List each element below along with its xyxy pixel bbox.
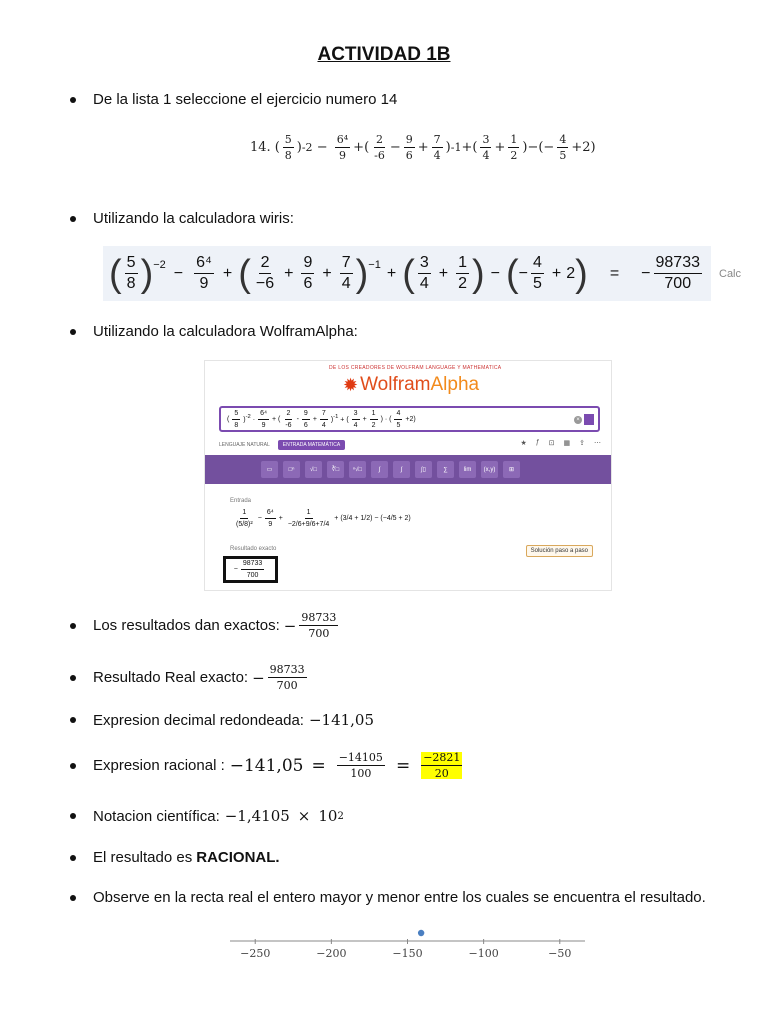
fraction: $\frac{4}{5}$ bbox=[533, 254, 542, 292]
scientific-exponent: 2 bbox=[337, 810, 344, 822]
wolfram-input[interactable]: ( $\frac{5}{8}$ )$^{-2}$ · $\frac{\text{6⁴}}{9}$ + ( $\frac{2}{-6}$ - $\frac{9}{6}$ + $\frac{7}{4}$ )$^{-1}$ + ( $\frac{3}{4}$ + $\frac{1}{2}$ ) · ( $\frac{4}{5}$ +2) × bbox=[219, 406, 600, 432]
tick-label: −100 bbox=[468, 947, 499, 960]
bullet-text: Utilizando la calculadora WolframAlpha: bbox=[93, 323, 358, 340]
page-title: ACTIVIDAD 1B bbox=[317, 44, 451, 65]
clear-icon[interactable]: × bbox=[574, 416, 582, 424]
more-icon[interactable]: ⋯ bbox=[594, 440, 601, 447]
bullet-text: Resultado Real exacto: bbox=[93, 669, 249, 686]
toolbar-button[interactable]: (x,y) bbox=[481, 461, 498, 478]
exact-fraction: $\frac{98733}{700}$ bbox=[301, 611, 337, 640]
bullet-dot bbox=[70, 216, 76, 222]
bullet-decimal bbox=[70, 711, 374, 729]
toolbar-button[interactable]: lim bbox=[459, 461, 476, 478]
bullet-dot bbox=[70, 813, 76, 819]
tick-label: −150 bbox=[392, 947, 423, 960]
toolbar-button[interactable]: ∫ bbox=[371, 461, 388, 478]
bullet-wiris bbox=[70, 210, 294, 227]
wolfram-star-icon: ✹ bbox=[343, 374, 359, 395]
fraction: $\frac{7}{4}$ bbox=[341, 254, 351, 292]
function-icon[interactable]: ƒ bbox=[535, 439, 540, 446]
result-point bbox=[418, 930, 424, 936]
mode-natural-language[interactable]: LENGUAJE NATURAL bbox=[219, 442, 270, 448]
fraction: $\frac{5}{8}$ bbox=[284, 132, 292, 162]
bullet-number-line bbox=[70, 889, 706, 906]
toolbar-button[interactable]: ⊞ bbox=[503, 461, 520, 478]
rational-fraction-1: $\frac{-14105}{100}$ bbox=[338, 751, 383, 780]
fraction: $\frac{3}{4}$ bbox=[419, 254, 429, 292]
scientific-mantissa: −1,4105 bbox=[224, 807, 290, 825]
wolfram-tool-icons bbox=[520, 439, 601, 447]
fraction: $\frac{1}{2}$ bbox=[510, 132, 518, 162]
bullet-text: Los resultados dan exactos: bbox=[93, 617, 280, 634]
fraction: $\frac{3}{4}$ bbox=[482, 132, 490, 162]
toolbar-button[interactable]: √□ bbox=[305, 461, 322, 478]
toolbar-button[interactable]: ∛□ bbox=[327, 461, 344, 478]
exponent: -1 bbox=[450, 140, 462, 154]
bullet-dot bbox=[70, 623, 76, 629]
wolfram-logo[interactable]: ✹ Wolfram Alpha bbox=[343, 374, 480, 395]
bullet-dot bbox=[70, 717, 76, 723]
bullet-dot bbox=[70, 895, 76, 901]
image-icon[interactable]: ⊡ bbox=[548, 440, 555, 447]
bullet-text: De la lista 1 seleccione el ejercicio numero 14 bbox=[93, 91, 398, 108]
grid-icon[interactable]: ▦ bbox=[563, 440, 571, 447]
wiris-result-box: ( $\frac{5}{8}$ ) $^{-2}$ − $\frac{\text{6⁴}}{9}$ + ( $\frac{2}{-6}$ + $\frac{9}{6}$ + $\frac{7}{4}$ ) $^{-1}$ + ( $\frac{3}{4}$ + $\frac{1}{2}$ ) − ( − $\frac{4}{5}$ + 2 ) = − $\frac{98733}{700}$ Calc bbox=[103, 246, 711, 301]
conclusion-bold: RACIONAL. bbox=[196, 849, 280, 866]
bullet-wolfram bbox=[70, 323, 358, 340]
wolfram-result: − $\frac{98733}{700}$ bbox=[223, 556, 278, 583]
fraction: $\frac{\text{6⁴}}{9}$ bbox=[336, 132, 349, 162]
step-by-step-button[interactable]: Solución paso a paso bbox=[526, 545, 593, 557]
bullet-text: Notacion científica: bbox=[93, 807, 220, 825]
toolbar-button[interactable]: ∫▯ bbox=[415, 461, 432, 478]
exercise-image: 14. ( $\frac{5}{8}$ ) -2 − $\frac{\text{6⁴}}{9}$ + ( $\frac{2}{-6}$ − $\frac{9}{6}$ + $\frac{7}{4}$ ) -1 + ( $\frac{3}{4}$ + $\frac{1}{2}$ ) − ( − $\frac{4}{5}$ +2 ) bbox=[250, 132, 596, 162]
bullet-dot bbox=[70, 855, 76, 861]
tick-label: −250 bbox=[240, 947, 271, 960]
bullet-text: Expresion decimal redondeada: bbox=[93, 711, 304, 729]
fraction: $\frac{9}{6}$ bbox=[405, 132, 413, 162]
star-icon[interactable]: ★ bbox=[520, 440, 527, 447]
mode-math-input[interactable]: ENTRADA MATEMÁTICA bbox=[278, 440, 345, 450]
input-label: Entrada bbox=[230, 498, 252, 504]
wiris-result-fraction: $\frac{98733}{700}$ bbox=[655, 254, 700, 292]
rational-decimal: −141,05 bbox=[229, 755, 304, 776]
exercise-plus-two: +2 bbox=[571, 139, 591, 155]
equals-sign: = bbox=[609, 264, 620, 282]
toolbar-button[interactable]: □ⁿ bbox=[283, 461, 300, 478]
number-line bbox=[230, 925, 585, 965]
fraction: $\frac{2}{-6}$ bbox=[255, 254, 275, 292]
toolbar-button[interactable]: ∑ bbox=[437, 461, 454, 478]
wolfram-screenshot bbox=[204, 360, 612, 591]
interpreted-input: $\frac{1}{\text{(5/8)²}}$ − $\frac{\text{6⁴}}{9}$ + $\frac{1}{-2/6+9/6+7/4}$ + (3/4 + 1/2) − (−4/5 + 2) bbox=[236, 509, 411, 528]
times-sign: × bbox=[297, 807, 311, 825]
calc-button[interactable]: Calc bbox=[719, 267, 742, 280]
fraction: $\frac{2}{-6}$ bbox=[374, 132, 385, 162]
submit-button[interactable] bbox=[584, 414, 594, 425]
bullet-dot bbox=[70, 675, 76, 681]
upload-icon[interactable]: ⇪ bbox=[579, 440, 585, 447]
fraction: $\frac{\text{6⁴}}{9}$ bbox=[196, 254, 212, 292]
bullet-dot bbox=[70, 763, 76, 769]
wolfram-tagline: DE LOS CREADORES DE WOLFRAM LANGUAGE Y MATHEMATICA bbox=[329, 365, 502, 371]
toolbar-button[interactable]: ▭ bbox=[261, 461, 278, 478]
toolbar-button[interactable]: ∫ bbox=[393, 461, 410, 478]
bullet-text: Expresion racional : bbox=[93, 757, 225, 774]
fraction: $\frac{9}{6}$ bbox=[303, 254, 313, 292]
fraction: $\frac{5}{8}$ bbox=[126, 254, 136, 292]
fraction: $\frac{7}{4}$ bbox=[433, 132, 441, 162]
bullet-text: Observe en la recta real el entero mayor y menor entre los cuales se encuentra el resultado. bbox=[93, 889, 706, 906]
bullet-exact-results: Los resultados dan exactos: − $\frac{98733}{700}$ bbox=[70, 612, 341, 639]
fraction: $\frac{1}{2}$ bbox=[458, 254, 467, 292]
bullet-conclusion bbox=[70, 849, 280, 866]
result-label: Resultado exacto bbox=[230, 546, 277, 552]
bullet-scientific bbox=[70, 807, 344, 825]
toolbar-button[interactable]: ⁿ√□ bbox=[349, 461, 366, 478]
math-toolbar bbox=[205, 455, 611, 484]
bullet-dot bbox=[70, 97, 76, 103]
fraction: $\frac{4}{5}$ bbox=[559, 132, 567, 162]
real-exact-fraction: $\frac{98733}{700}$ bbox=[269, 663, 305, 692]
exponent: −1 bbox=[368, 258, 381, 271]
decimal-value: −141,05 bbox=[308, 711, 375, 729]
tick-label: −200 bbox=[316, 947, 347, 960]
bullet-text: Utilizando la calculadora wiris: bbox=[93, 210, 294, 227]
bullet-real-exact: Resultado Real exacto: − $\frac{98733}{700}$ bbox=[70, 664, 310, 691]
exponent: -2 bbox=[301, 140, 313, 154]
exercise-number: 14. bbox=[250, 139, 271, 155]
tick-label: −50 bbox=[548, 947, 572, 960]
bullet-dot bbox=[70, 329, 76, 335]
bullet-text: El resultado es bbox=[93, 849, 193, 866]
wiris-two: 2 bbox=[566, 264, 576, 282]
exponent: −2 bbox=[153, 258, 166, 271]
bullet-rational: Expresion racional : −141,05 = $\frac{-14105}{100}$ = $\frac{-2821}{20}$ bbox=[70, 752, 465, 779]
rational-fraction-simplified: $\frac{-2821}{20}$ bbox=[423, 751, 461, 780]
scientific-base: 10 bbox=[318, 807, 338, 825]
bullet-select-exercise bbox=[70, 91, 397, 108]
